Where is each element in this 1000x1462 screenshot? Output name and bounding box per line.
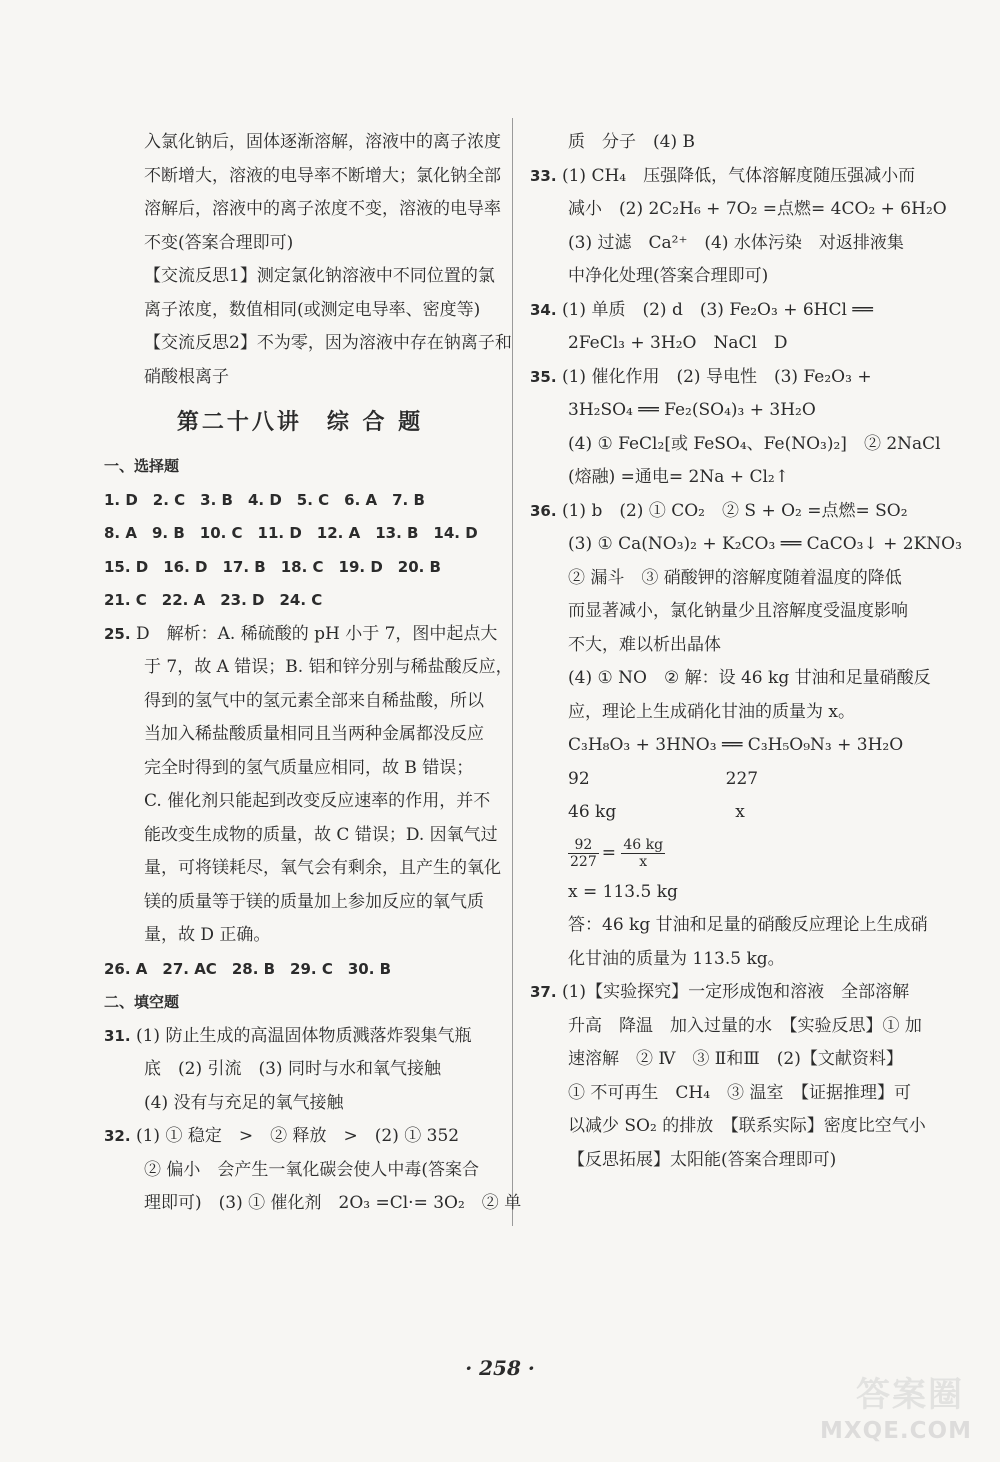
chapter-heading: 第二十八讲 综 合 题 xyxy=(176,409,424,435)
fraction xyxy=(568,837,599,870)
question-number: 33. xyxy=(530,166,557,185)
text-line: 【反思拓展】太阳能(答案合理即可) xyxy=(568,1149,837,1170)
question-number: 32. xyxy=(104,1127,131,1145)
text-line: 3H₂SO₄ ══ Fe₂(SO₄)₃ + 3H₂O xyxy=(568,400,816,420)
text-line: D 解析：A. 稀硫酸的 pH 小于 7，图中起点大 xyxy=(135,623,498,644)
text-line: (3) 过滤 Ca²⁺ (4) 水体污染 对返排液集 xyxy=(568,232,904,253)
question-31 xyxy=(104,1020,496,1054)
proportion-equation: $\frac{92}{227}$ = $\frac{46 kg}{x}$ xyxy=(570,836,664,870)
text-line: (1) ① 稳定 > ② 释放 > (2) ① 352 xyxy=(135,1126,460,1146)
text-line: 【交流反思1】测定氯化钠溶液中不同位置的氯 xyxy=(144,266,495,286)
question-37 xyxy=(530,976,920,1010)
denominator: 227 xyxy=(570,853,597,870)
text-line: 2FeCl₃ + 3H₂O NaCl D xyxy=(568,333,788,353)
text-line: 完全时得到的氢气质量应相同，故 B 错误； xyxy=(144,757,474,778)
text-line: 【交流反思2】不为零，因为溶液中存在钠离子和 xyxy=(144,333,512,353)
equation-line: 46 kg x xyxy=(568,802,745,822)
text-line: (1)【实验探究】一定形成饱和溶液 全部溶解 xyxy=(561,982,910,1002)
text-line: 理即可) (3) ① 催化剂 2O₃ =Cl·= 3O₂ ② 单 xyxy=(144,1193,522,1213)
text-line: 得到的氢气中的氢元素全部来自稀盐酸，所以 xyxy=(144,690,484,711)
text-line: (4) ① NO ② 解：设 46 kg 甘油和足量硝酸反 xyxy=(568,668,931,688)
page-number: · 258 · xyxy=(465,1356,535,1380)
numerator: 92 xyxy=(568,837,599,854)
left-column xyxy=(104,126,522,1221)
text-line: 能改变生成物的质量，故 C 错误；D. 因氧气过 xyxy=(144,824,498,845)
watermark-logo: 答案圈 xyxy=(856,1375,964,1415)
answer-row: 1. D 2. C 3. B 4. D 5. C 6. A 7. B xyxy=(104,490,425,509)
watermark xyxy=(792,1370,972,1444)
numerator: 46 kg xyxy=(623,836,664,853)
text-line: (4) ① FeCl₂[或 FeSO₄、Fe(NO₃)₂] ② 2NaCl xyxy=(568,433,941,454)
text-line: 入氯化钠后，固体逐渐溶解，溶液中的离子浓度 xyxy=(144,132,501,152)
text-line: (1) 防止生成的高温固体物质溅落炸裂集气瓶 xyxy=(135,1025,472,1046)
text-line: 离子浓度，数值相同(或测定电导率、密度等) xyxy=(144,299,481,320)
question-number: 35. xyxy=(530,367,557,386)
question-33 xyxy=(530,160,920,194)
answer-row: 15. D 16. D 17. B 18. C 19. D 20. B xyxy=(104,557,441,576)
text-line: 量，可将镁耗尽，氧气会有剩余，且产生的氧化 xyxy=(144,858,501,878)
section-title: 一、选择题 xyxy=(104,457,180,475)
text-line: 答：46 kg 甘油和足量的硝酸反应理论上生成硝 xyxy=(568,915,928,935)
section-title: 二、填空题 xyxy=(104,993,180,1011)
text-line: 而显著减小，氯化钠量少且溶解度受温度影响 xyxy=(568,601,908,621)
question-number: 25. xyxy=(104,624,131,643)
text-line: (1) 单质 (2) d (3) Fe₂O₃ + 6HCl ══ xyxy=(561,299,873,320)
question-34 xyxy=(530,294,920,328)
text-line: (1) 催化作用 (2) 导电性 (3) Fe₂O₃ + xyxy=(561,366,872,387)
answer-row: 8. A 9. B 10. C 11. D 12. A 13. B 14. D xyxy=(104,524,478,542)
question-35 xyxy=(530,361,920,395)
text-line: 应，理论上生成硝化甘油的质量为 x。 xyxy=(568,701,855,722)
text-line: 以减少 SO₂ 的排放 【联系实际】密度比空气小 xyxy=(568,1116,926,1136)
question-number: 34. xyxy=(530,300,557,319)
text-line: 不变(答案合理即可) xyxy=(144,232,294,253)
text-line: 底 (2) 引流 (3) 同时与水和氧气接触 xyxy=(144,1059,441,1079)
text-line: 于 7，故 A 错误；B. 铝和锌分别与稀盐酸反应， xyxy=(144,657,513,677)
text-line: (1) CH₄ 压强降低，气体溶解度随压强减小而 xyxy=(561,165,916,186)
question-number: 36. xyxy=(530,501,557,520)
text-line: 减小 (2) 2C₂H₆ + 7O₂ =点燃= 4CO₂ + 6H₂O xyxy=(568,199,947,219)
text-line: 中净化处理(答案合理即可) xyxy=(568,266,769,286)
fraction xyxy=(621,837,665,870)
equation-line: C₃H₈O₃ + 3HNO₃ ══ C₃H₅O₉N₃ + 3H₂O xyxy=(568,735,904,755)
text-line: 溶解后，溶液中的离子浓度不变，溶液的电导率 xyxy=(144,199,501,219)
text-line: 化甘油的质量为 113.5 kg。 xyxy=(568,948,785,969)
denominator: x xyxy=(639,853,648,870)
text-line: 质 分子 (4) B xyxy=(568,132,695,152)
right-column xyxy=(530,126,962,1177)
question-number: 31. xyxy=(104,1026,131,1045)
answer-row: 21. C 22. A 23. D 24. C xyxy=(104,591,323,609)
answer-row: 26. A 27. AC 28. B 29. C 30. B xyxy=(104,959,392,978)
text-line: ② 偏小 会产生一氧化碳会使人中毒(答案合 xyxy=(144,1159,480,1180)
equation-line: 92 227 xyxy=(568,768,759,789)
text-line: C. 催化剂只能起到改变反应速率的作用，并不 xyxy=(144,791,491,811)
text-line: 不断增大，溶液的电导率不断增大；氯化钠全部 xyxy=(144,165,501,186)
text-line: ② 漏斗 ③ 硝酸钾的溶解度随着温度的降低 xyxy=(568,567,902,588)
text-line: 速溶解 ② Ⅳ ③ Ⅱ和Ⅲ (2)【文献资料】 xyxy=(568,1049,903,1069)
text-line: (熔融) =通电= 2Na + Cl₂↑ xyxy=(568,467,789,487)
text-line: (1) b (2) ① CO₂ ② S + O₂ =点燃= SO₂ xyxy=(561,500,908,521)
text-line: (4) 没有与充足的氧气接触 xyxy=(144,1092,344,1113)
question-25 xyxy=(104,618,496,652)
question-32 xyxy=(104,1120,496,1154)
text-line: 硝酸根离子 xyxy=(144,366,229,387)
question-number: 37. xyxy=(530,983,557,1001)
text-line: ① 不可再生 CH₄ ③ 温室 【证据推理】可 xyxy=(568,1082,911,1103)
text-line: (3) ① Ca(NO₃)₂ + K₂CO₃ ══ CaCO₃↓ + 2KNO₃ xyxy=(568,534,962,554)
watermark-url: MXQE.COM xyxy=(820,1418,972,1444)
text-line: 量，故 D 正确。 xyxy=(144,925,271,945)
text-line: 升高 降温 加入过量的水 【实验反思】① 加 xyxy=(568,1015,922,1036)
text-line: 镁的质量等于镁的质量加上参加反应的氧气质 xyxy=(144,891,484,912)
text-line: 当加入稀盐酸质量相同且当两种金属都没反应 xyxy=(144,724,484,744)
text-line: 不大，难以析出晶体 xyxy=(568,634,721,655)
question-36 xyxy=(530,495,920,529)
text-line: x = 113.5 kg xyxy=(568,881,678,902)
